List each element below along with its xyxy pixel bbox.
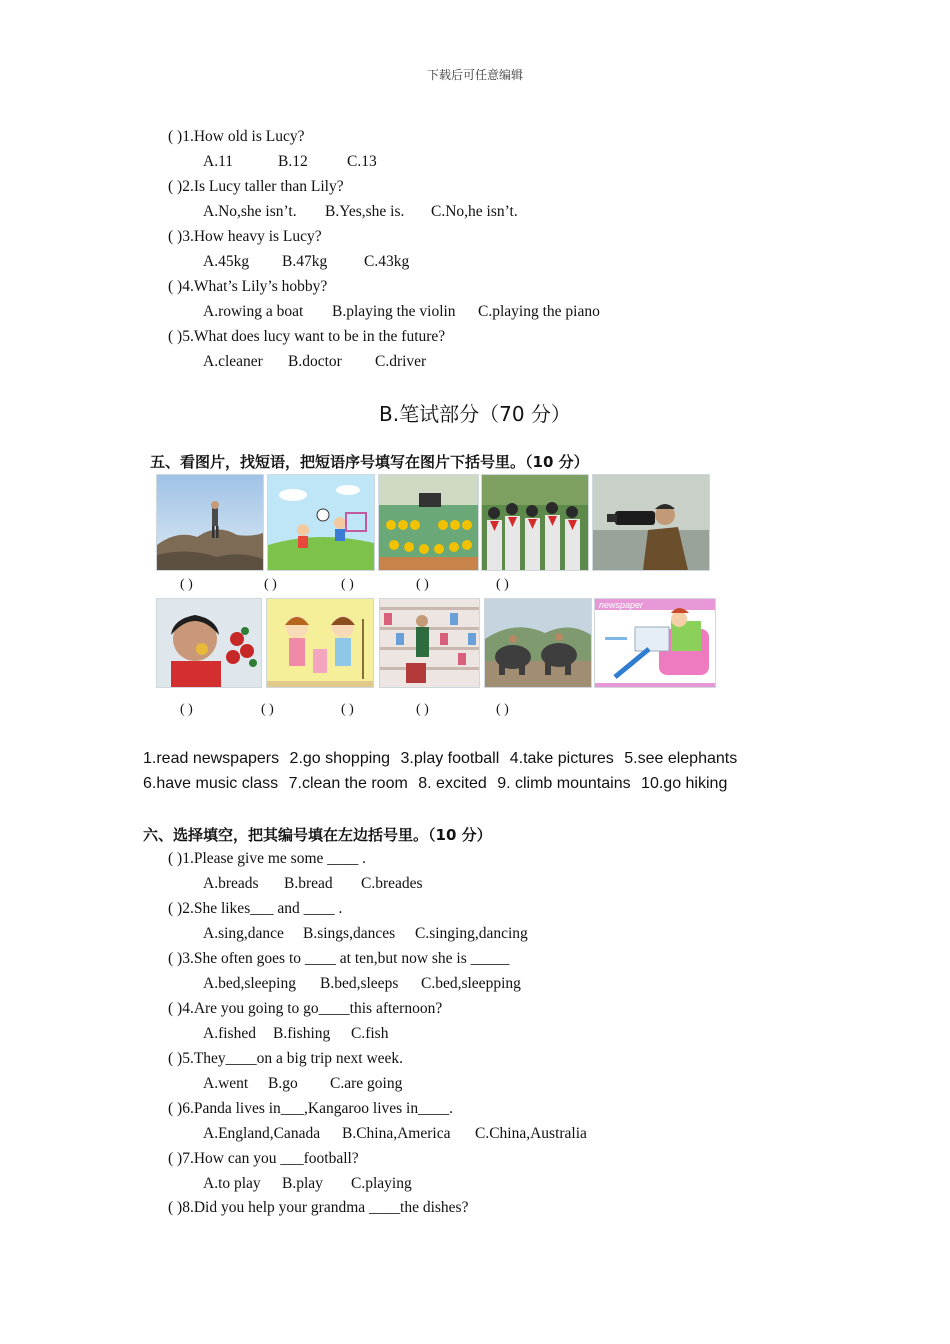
option: A.breads (203, 875, 259, 892)
picture-music-class (378, 474, 479, 571)
choice-question-7: ( )7.How can you ___football? (168, 1150, 359, 1167)
listening-options-4 (203, 302, 600, 322)
option: B.12 (278, 153, 308, 170)
choice-question-4: ( )4.Are you going to go____this afternoon? (168, 1000, 443, 1017)
option: B.doctor (288, 353, 342, 370)
answer-bracket[interactable]: ( ) (416, 577, 429, 592)
choice-question-8: ( )8.Did you help your grandma ____the dishes? (168, 1199, 469, 1216)
option: C.China,Australia (475, 1125, 587, 1142)
option: C.13 (347, 153, 377, 170)
part6-heading: 六、选择填空，把其编号填在左边括号里。（10 分） (143, 826, 492, 844)
option: C.are going (330, 1075, 403, 1092)
option: B.play (282, 1175, 323, 1192)
option: B.playing the violin (332, 303, 456, 320)
answer-bracket[interactable]: ( ) (341, 702, 354, 717)
phrase: 3.play football (400, 750, 500, 767)
phrase-list-line-2 (143, 775, 733, 793)
answer-bracket[interactable]: ( ) (180, 702, 193, 717)
choice-options-5 (203, 1074, 402, 1094)
option: B.China,America (342, 1125, 451, 1142)
answer-bracket[interactable]: ( ) (416, 702, 429, 717)
choice-question-1: ( )1.Please give me some ____ . (168, 850, 367, 867)
option: B.Yes,she is. (325, 203, 405, 220)
answer-bracket[interactable]: ( ) (341, 577, 354, 592)
choice-question-6: ( )6.Panda lives in___,Kangaroo lives in____. (168, 1100, 453, 1117)
answer-bracket[interactable]: ( ) (496, 702, 509, 717)
choice-question-3: ( )3.She often goes to ____ at ten,but now she is _____ (168, 950, 510, 967)
option: A.45kg (203, 253, 250, 270)
option: B.fishing (273, 1025, 331, 1042)
listening-options-5 (203, 352, 426, 372)
phrase-list-line-1 (143, 750, 743, 768)
picture-kids-playing-football (267, 474, 375, 571)
option: A.went (203, 1075, 249, 1092)
picture-man-with-camera (592, 474, 710, 571)
option: A.No,she isn’t. (203, 203, 297, 220)
choice-question-5: ( )5.They____on a big trip next week. (168, 1050, 404, 1067)
part5-heading: 五、看图片，找短语，把短语序号填写在图片下括号里。（10 分） (150, 453, 589, 471)
option: C.breades (361, 875, 423, 892)
phrase: 1.read newspapers (143, 750, 280, 767)
listening-options-3 (203, 252, 409, 272)
phrase: 4.take pictures (509, 750, 614, 767)
phrase: 5.see elephants (624, 750, 738, 767)
option: C.fish (351, 1025, 389, 1042)
picture-students-group (481, 474, 589, 571)
option: B.bread (284, 875, 333, 892)
answer-bracket[interactable]: ( ) (180, 577, 193, 592)
picture-athlete-with-medal (156, 598, 262, 688)
choice-question-2: ( )2.She likes___ and ____ . (168, 900, 343, 917)
option: C.43kg (364, 253, 410, 270)
section-b-title: B.笔试部分（70 分） (379, 402, 571, 426)
picture-hiker-on-rocks (156, 474, 264, 571)
picture-cleaning-girls (266, 598, 374, 688)
newspaper-caption: newspaper (599, 600, 644, 610)
choice-options-6 (203, 1124, 587, 1144)
listening-options-2 (203, 202, 518, 222)
option: C.bed,sleepping (421, 975, 521, 992)
phrase: 6.have music class (143, 775, 279, 792)
choice-options-3 (203, 974, 521, 994)
option: A.cleaner (203, 353, 263, 370)
picture-reading-newspaper (594, 598, 716, 688)
listening-question-1: ( )1.How old is Lucy? (168, 128, 305, 145)
phrase: 10.go hiking (641, 775, 728, 792)
option: B.bed,sleeps (320, 975, 399, 992)
option: B.sings,dances (303, 925, 396, 942)
option: B.go (268, 1075, 298, 1092)
answer-bracket[interactable]: ( ) (496, 577, 509, 592)
option: A.fished (203, 1025, 256, 1042)
answer-bracket[interactable]: ( ) (261, 702, 274, 717)
page-header: 下载后可任意编辑 (426, 68, 523, 82)
choice-options-4 (203, 1024, 388, 1044)
answer-bracket[interactable]: ( ) (264, 577, 277, 592)
choice-options-7 (203, 1174, 412, 1194)
option: A.to play (203, 1175, 261, 1192)
option: C.driver (375, 353, 427, 370)
listening-question-2: ( )2.Is Lucy taller than Lily? (168, 178, 344, 195)
phrase: 8. excited (418, 775, 487, 792)
option: C.No,he isn’t. (431, 203, 518, 220)
phrase: 7.clean the room (288, 775, 408, 792)
choice-options-1 (203, 874, 423, 894)
option: B.47kg (282, 253, 328, 270)
listening-question-5: ( )5.What does lucy want to be in the future? (168, 328, 446, 345)
option: C.playing the piano (478, 303, 600, 320)
picture-supermarket-shopping (379, 598, 480, 688)
option: A.11 (203, 153, 233, 170)
listening-question-4: ( )4.What’s Lily’s hobby? (168, 278, 328, 295)
option: C.singing,dancing (415, 925, 528, 942)
option: C.playing (351, 1175, 412, 1192)
listening-options-1 (203, 152, 377, 172)
option: A.bed,sleeping (203, 975, 296, 992)
option: A.sing,dance (203, 925, 284, 942)
picture-riding-elephants (484, 598, 592, 688)
phrase: 9. climb mountains (497, 775, 631, 792)
option: A.rowing a boat (203, 303, 304, 320)
choice-options-2 (203, 924, 528, 944)
option: A.England,Canada (203, 1125, 321, 1142)
phrase: 2.go shopping (289, 750, 391, 767)
listening-question-3: ( )3.How heavy is Lucy? (168, 228, 322, 245)
